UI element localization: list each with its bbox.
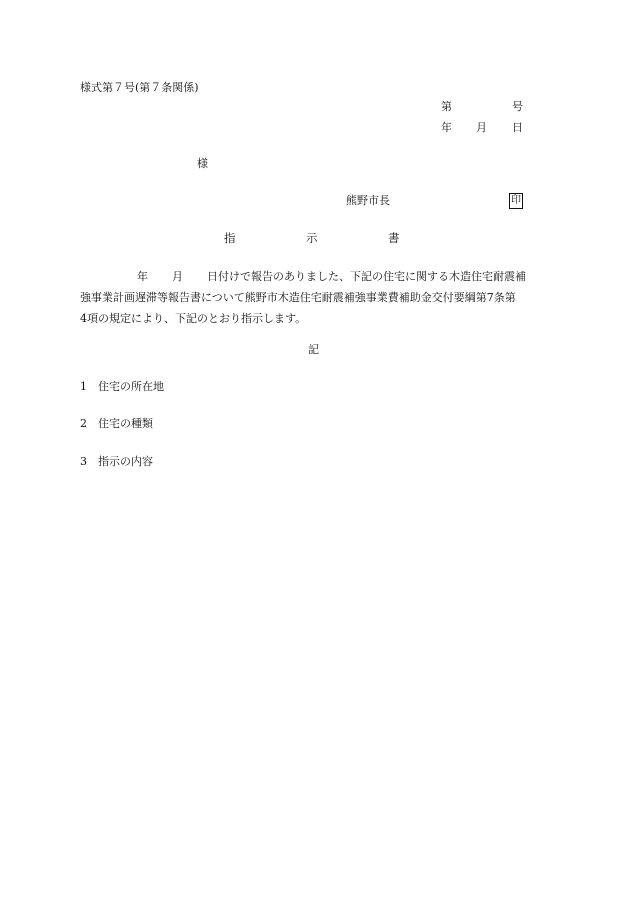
- body-line-3: 4項の規定により、下記のとおり指示します。: [80, 312, 307, 325]
- item-number: 2: [80, 417, 87, 430]
- title-char-1: 指: [224, 231, 236, 245]
- item-label: 住宅の種類: [98, 417, 153, 430]
- seal-mark: 印: [509, 193, 523, 209]
- body-line-1-text: 日付けで報告のありました、下記の住宅に関する木造住宅耐震補: [207, 270, 526, 283]
- body-line-2: 強事業計画遅滞等報告書について熊野市木造住宅耐震補強事業費補助金交付要綱第7条第: [80, 291, 516, 304]
- title-char-2: 示: [306, 231, 318, 245]
- date-day-label: 日: [512, 121, 523, 134]
- document-title: [224, 233, 400, 245]
- issuer-name: 熊野市長: [346, 194, 390, 207]
- item-number: 1: [80, 380, 87, 393]
- body-month-label: 月: [172, 270, 183, 283]
- date-year-label: 年: [441, 121, 452, 134]
- body-line-1: [80, 266, 550, 287]
- list-item: [80, 418, 153, 429]
- document-number-dai: 第: [441, 100, 452, 113]
- addressee-honorific: 様: [197, 157, 208, 170]
- item-number: 3: [80, 455, 87, 468]
- title-char-3: 書: [388, 231, 400, 245]
- item-label: 指示の内容: [98, 455, 153, 468]
- item-label: 住宅の所在地: [98, 380, 164, 393]
- list-item: [80, 456, 153, 467]
- date-month-label: 月: [476, 121, 487, 134]
- form-number: 様式第７号(第７条関係): [80, 81, 199, 94]
- ki-heading: 記: [308, 343, 319, 356]
- document-number-go: 号: [512, 100, 523, 113]
- body-paragraph: [80, 266, 550, 329]
- body-year-label: 年: [137, 270, 148, 283]
- list-item: [80, 381, 164, 392]
